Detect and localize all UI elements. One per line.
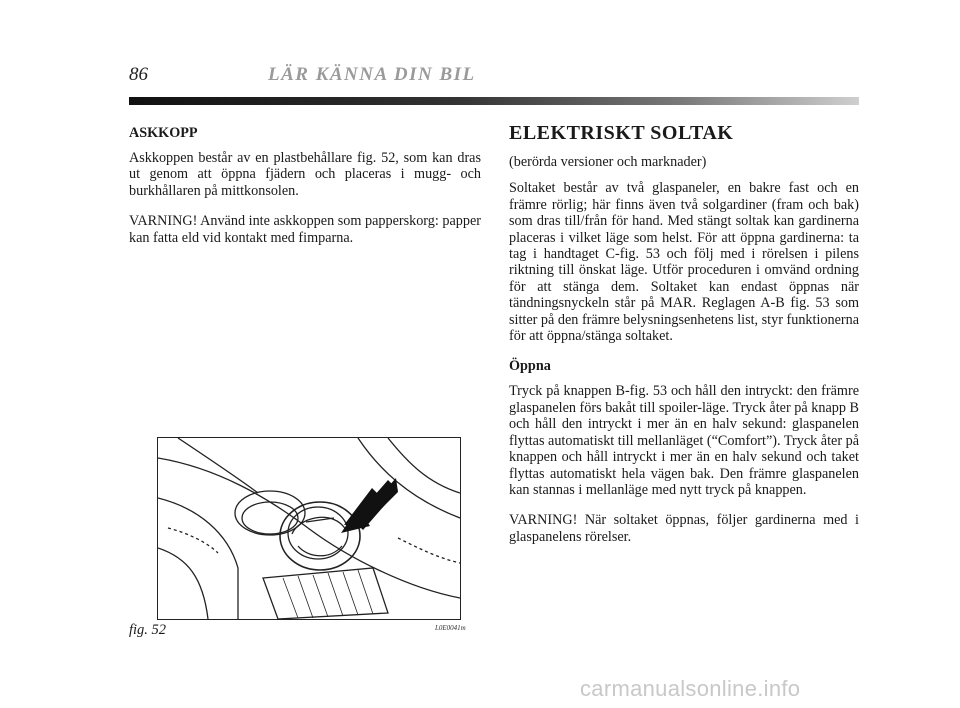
figure-code: L0E0041m xyxy=(435,624,466,632)
open-heading: Öppna xyxy=(509,358,551,375)
figure-52-illustration xyxy=(157,437,461,620)
header-rule xyxy=(129,97,859,105)
section-title: LÄR KÄNNA DIN BIL xyxy=(268,64,476,85)
ashtray-warning: VARNING! Använd inte askkoppen som papperskorg: papper kan fatta eld vid kontakt med fimparna. xyxy=(129,213,481,246)
sunroof-warning: VARNING! När soltaket öppnas, följer gardinerna med i glaspanelens rörelser. xyxy=(509,512,859,545)
sunroof-paragraph: Soltaket består av två glaspaneler, en bakre fast och en främre rörlig; här finns även två solgardiner (fram och bak) som dras till/från för hand. Med stängt soltak kan gardinerna placeras i vilket läge som helst. För att öppna gardinerna: ta tag i handtaget C-fig. 53 och följ med i rörelsen i pilens riktning till önskat läge. Utför proceduren i omvänd ordning för att stänga dem. Soltaket kan endast öppnas när tändningsnyckeln står på MAR. Reglagen A-B fig. 53 som sitter på den främre belysningsenhetens list, styr funktionerna för att öppna/stänga soltaket. xyxy=(509,180,859,345)
ashtray-heading: ASKKOPP xyxy=(129,125,198,141)
sunroof-subtitle: (berörda versioner och marknader) xyxy=(509,154,707,170)
page-number: 86 xyxy=(129,64,148,85)
sunroof-heading: ELEKTRISKT SOLTAK xyxy=(509,122,734,144)
ashtray-paragraph: Askkoppen består av en plastbehållare fig. 52, som kan dras ut genom att öppna fjädern och placeras i mugg- och burkhållaren på mittkonsolen. xyxy=(129,150,481,199)
figure-caption: fig. 52 xyxy=(129,622,167,638)
ashtray-illustration xyxy=(158,438,460,619)
open-paragraph: Tryck på knappen B-fig. 53 och håll den intryckt: den främre glaspanelen förs bakåt till spoiler-läge. Tryck åter på knapp B och håll den intryckt i mer än en halv sekund: glaspanelen flyttas automatiskt till mellanläget (“Comfort”). Tryck åter på knappen och håll intryckt i mer än en halv sekund och taket flyttas automatiskt hela vägen bak. Den främre glaspanelen kan stannas i mellanläge med nytt tryck på knappen. xyxy=(509,383,859,498)
left-column xyxy=(129,125,481,260)
right-column xyxy=(509,122,859,559)
watermark: carmanualsonline.info xyxy=(580,676,801,701)
